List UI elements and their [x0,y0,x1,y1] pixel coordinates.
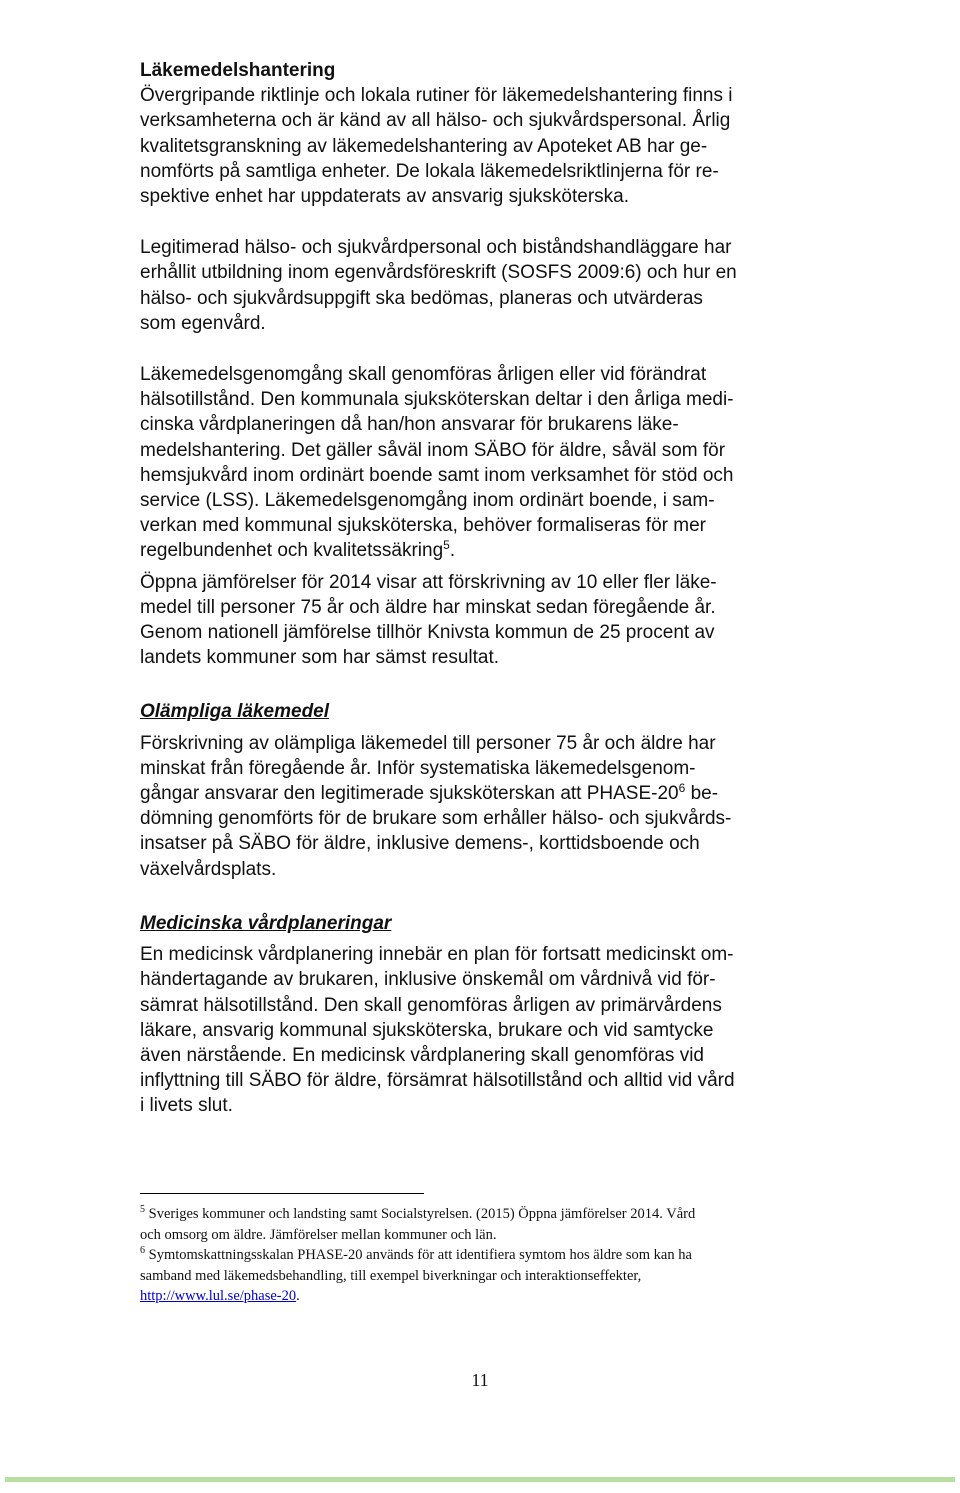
footnote-ref-5[interactable]: 5 [443,538,450,553]
page-content [140,58,830,1119]
heading-olampliga-lakemedel: Olämpliga läkemedel [140,701,330,723]
heading-lakemedelshantering: Läkemedelshantering [140,60,336,81]
paragraph-oppna-jamforelser: Öppna jämförelser för 2014 visar att förskrivning av 10 eller fler läke- medel till personer 75 år och äldre har minskat sedan föregående år. Genom nationell jämförelse tillhör Knivsta kommun de 25 procent av landets kommuner som har sämst resultat. [140,571,717,669]
footnote-6: $^6$ Symtomskattningsskalan PHASE-20 används för att identifiera symtom hos äldre som kan ha samband med läkemedsbehandling, till exempel biverkningar och interaktionseffekter, http://www.lul.se/phase-20. [140,1245,692,1304]
footnote-5: $^5$ Sveriges kommuner och landsting samt Socialstyrelsen. (2015) Öppna jämförelser 2014. Vård och omsorg om äldre. Jämförelser mellan kommuner och län. [140,1204,696,1243]
paragraph-lakemedelsgenomgang: Läkemedelsgenomgång skall genomföras årligen eller vid förändrat hälsotillstånd. Den kommunala sjuksköterskan deltar i den årliga medi- cinska vårdplaneringen då han/hon ansvarar för brukarens läke- medelshantering. Det gäller såväl inom SÄBO för äldre, såväl som för hemsjukvård inom ordinärt boende samt inom verksamhet för stöd och service (LSS). Läkemedelsgenomgång inom ordinärt boende, i sam- verkan med kommunal sjuksköterska, behöver formaliseras för mer regelbundenhet och kvalitetssäkring$^5$. [140,364,734,562]
page-number: 11 [471,1370,489,1390]
paragraph-riktlinjer: Övergripande riktlinje och lokala rutiner för läkemedelshantering finns i verksamheterna och är känd av all hälso- och sjukvårdspersonal. Årlig kvalitetsgranskning av läkemedelshantering av Apoteket AB har ge- nomförts på samtliga enheter. De lokala läkemedelsriktlinjerna för re- spektive enhet har uppdaterats av ansvarig sjuksköterska. [140,85,733,208]
heading-medicinska-vardplaneringar: Medicinska vårdplaneringar [140,912,392,934]
footnotes [140,1204,830,1307]
paragraph-egenvard: Legitimerad hälso- och sjukvårdpersonal och biståndshandläggare har erhållit utbildning inom egenvårdsföreskrift (SOSFS 2009:6) och hur en hälso- och sjukvårdsuppgift ska bedömas, planeras och utvärderas som egenvård. [140,237,737,334]
phase-20-link[interactable]: http://www.lul.se/phase-20 [140,1288,297,1304]
footer-rule [5,1477,955,1482]
footnote-ref-6[interactable]: 6 [678,781,686,796]
paragraph-olampliga: Förskrivning av olämpliga läkemedel till personer 75 år och äldre har minskat från föregående år. Inför systematiska läkemedelsgenom- gångar ansvarar den legitimerade sjuksköterskan att PHASE-$20^6$ be- dömning genomförts för de brukare som erhåller hälso- och sjukvårds- insatser på SÄBO för äldre, inklusive demens-, korttidsboende och växelvårdsplats. [140,732,732,880]
paragraph-vardplanering: En medicinsk vårdplanering innebär en plan för fortsatt medicinskt om- händertagande av brukaren, inklusive önskemål om vårdnivå vid för- sämrat hälsotillstånd. Den skall genomföras årligen av primärvårdens läkare, ansvarig kommunal sjuksköterska, brukare och vid samtycke även närstående. En medicinsk vårdplanering skall genomföras vid inflyttning till SÄBO för äldre, försämrat hälsotillstånd och alltid vid vård i livets slut. [140,944,735,1117]
footnote-separator [140,1193,424,1194]
